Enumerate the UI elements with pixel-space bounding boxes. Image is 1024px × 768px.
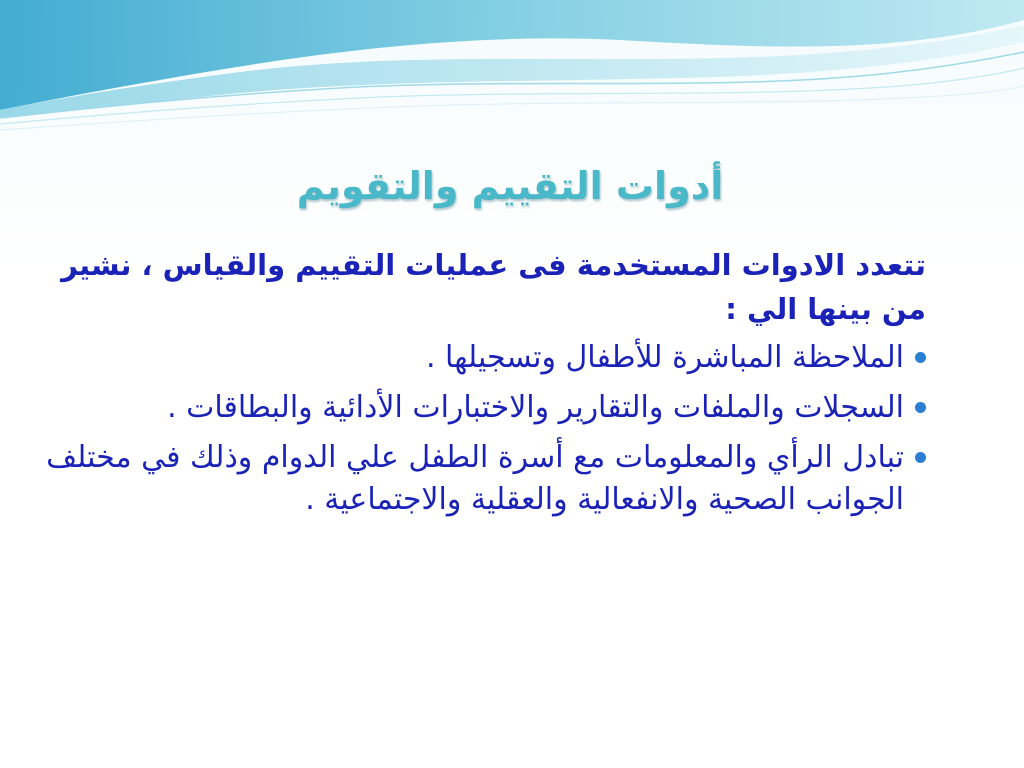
list-item [36, 387, 926, 429]
intro-text: تتعدد الادوات المستخدمة فى عمليات التقييم والقياس ، نشير من بينها الي : [61, 248, 926, 326]
list-item-text: تبادل الرأي والمعلومات مع أسرة الطفل علي الدوام وذلك في مختلف الجوانب الصحية والانفعالية والعقلية والاجتماعية . [46, 440, 904, 517]
list-item [36, 337, 926, 379]
bullet-dot-icon [915, 402, 926, 413]
bullet-list [36, 337, 926, 521]
decorative-waves [0, 0, 1024, 150]
slide-body [36, 243, 926, 529]
bullet-dot-icon [915, 452, 926, 463]
slide-title: أدوات التقييم والتقويم [296, 164, 724, 208]
list-item [36, 437, 926, 521]
list-item-text: السجلات والملفات والتقارير والاختبارات الأدائية والبطاقات . [167, 390, 904, 425]
bullet-dot-icon [915, 352, 926, 363]
list-item-text: الملاحظة المباشرة للأطفال وتسجيلها . [425, 340, 904, 375]
